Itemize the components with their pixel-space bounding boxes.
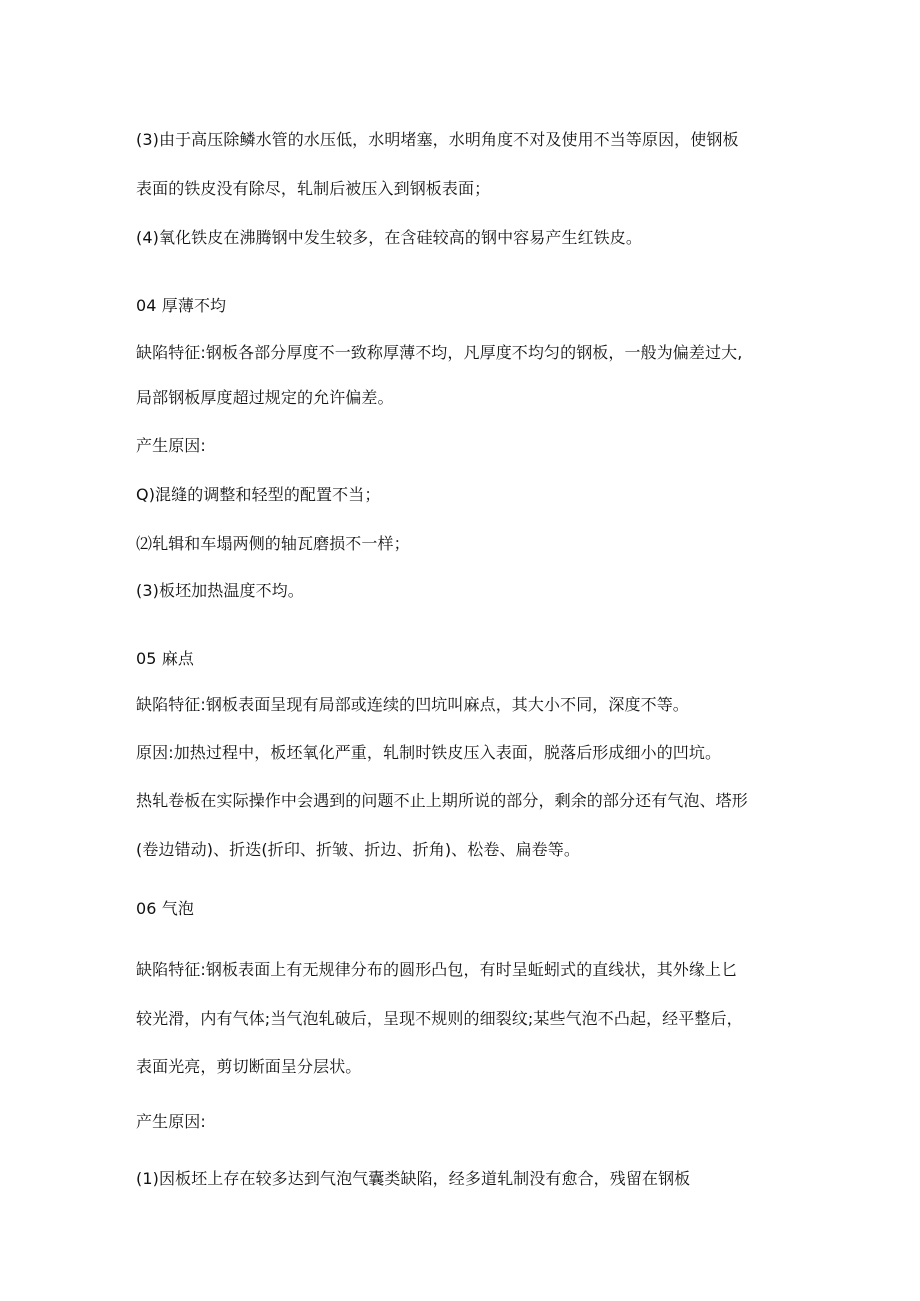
section-heading: 04 厚薄不均 — [136, 296, 227, 315]
paragraph-line: Q)混缝的调整和轻型的配置不当； — [136, 485, 381, 504]
paragraph-line: (1)因板坯上存在较多达到气泡气囊类缺陷，经多道轧制没有愈合，残留在钢板 — [136, 1169, 691, 1188]
paragraph-line: 热轧卷板在实际操作中会遇到的问题不止上期所说的部分，剩余的部分还有气泡、塔形 — [136, 791, 748, 810]
section-heading: 05 麻点 — [136, 649, 194, 668]
paragraph-line: (3)由于高压除鳞水管的水压低，水明堵塞，水明角度不对及使用不当等原因，使钢板 — [136, 130, 739, 149]
paragraph-line: (3)板坯加热温度不均。 — [136, 581, 304, 600]
paragraph-line: 表面的铁皮没有除尽，轧制后被压入到钢板表面； — [136, 179, 491, 198]
section-heading: 06 气泡 — [136, 899, 194, 918]
paragraph-line: (4)氧化铁皮在沸腾钢中发生较多，在含硅较高的钢中容易产生红铁皮。 — [136, 228, 642, 247]
paragraph-line: ⑵轧辑和车塌两侧的轴瓦磨损不一样； — [136, 534, 410, 553]
paragraph-line: (卷边错动)、折迭(折印、折皱、折边、折角)、松卷、扁卷等。 — [136, 840, 580, 859]
paragraph-line: 表面光亮，剪切断面呈分层状。 — [136, 1057, 362, 1076]
paragraph-line: 产生原因: — [136, 436, 206, 455]
paragraph-line: 缺陷特征:钢板表面上有无规律分布的圆形凸包，有时呈蚯蚓式的直线状，其外缘上匕 — [136, 960, 738, 979]
paragraph-line: 缺陷特征:钢板各部分厚度不一致称厚薄不均，凡厚度不均匀的钢板，一般为偏差过大, — [136, 343, 743, 362]
paragraph-line: 产生原因: — [136, 1112, 206, 1131]
paragraph-line: 原因:加热过程中，板坯氧化严重，轧制时铁皮压入表面，脱落后形成细小的凹坑。 — [136, 743, 722, 762]
paragraph-line: 缺陷特征:钢板表面呈现有局部或连续的凹坑叫麻点，其大小不同，深度不等。 — [136, 695, 689, 714]
paragraph-line: 较光滑，内有气体;当气泡轧破后，呈现不规则的细裂纹;某些气泡不凸起，经平整后， — [136, 1009, 743, 1028]
paragraph-line: 局部钢板厚度超过规定的允许偏差。 — [136, 388, 394, 407]
